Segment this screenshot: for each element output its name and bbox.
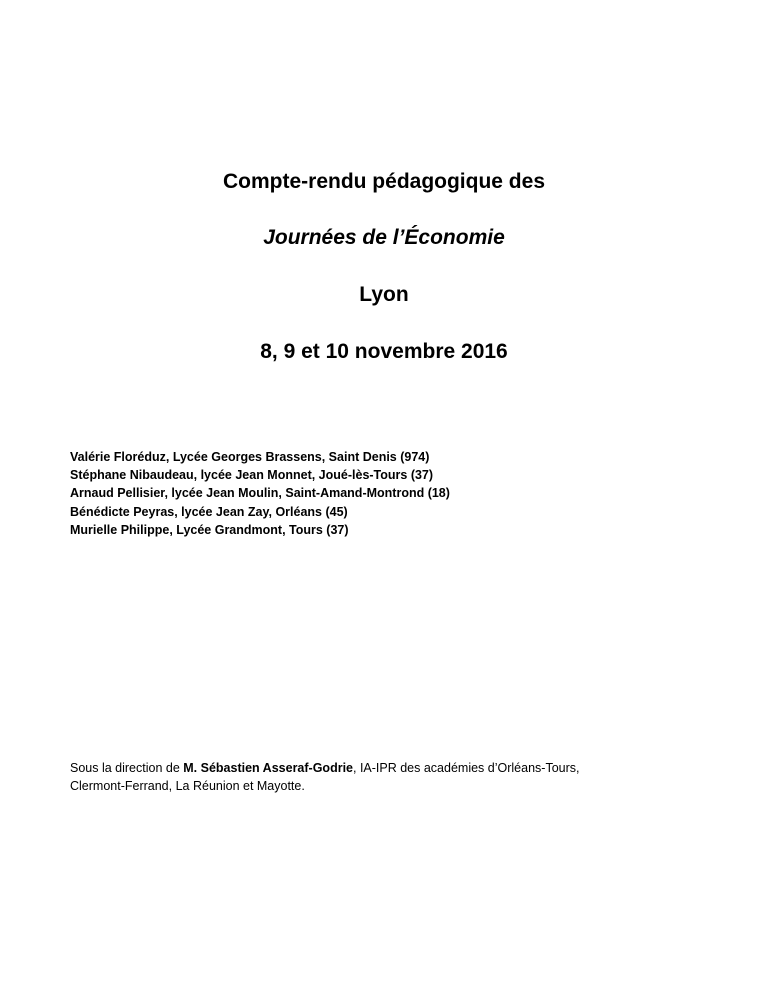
author-line: Murielle Philippe, Lycée Grandmont, Tours (37) — [70, 522, 349, 537]
author-line: Arnaud Pellisier, lycée Jean Moulin, Saint-Amand-Montrond (18) — [70, 486, 450, 501]
author-line: Valérie Floréduz, Lycée Georges Brassens, Saint Denis (974) — [70, 450, 430, 464]
direction-paragraph — [70, 760, 710, 795]
author-line: Bénédicte Peyras, lycée Jean Zay, Orléans (45) — [70, 504, 348, 519]
author-line: Stéphane Nibaudeau, lycée Jean Monnet, Joué-lès-Tours (37) — [70, 468, 434, 483]
title-line-4-dates: 8, 9 et 10 novembre 2016 — [260, 340, 508, 363]
director-name: M. Sébastien Asseraf-Godrie — [183, 761, 353, 775]
direction-prefix: Sous la direction de — [70, 761, 184, 775]
title-line-3-city: Lyon — [359, 283, 409, 306]
title-line-2-event-name: Journées de l’Économie — [263, 226, 505, 249]
direction-line-1 — [70, 760, 710, 778]
title-line-1: Compte-rendu pédagogique des — [222, 170, 545, 193]
direction-line-2: Clermont-Ferrand, La Réunion et Mayotte. — [70, 778, 305, 793]
direction-suffix: , IA-IPR des académies d’Orléans-Tours, — [353, 761, 580, 775]
authors-list — [70, 448, 710, 539]
